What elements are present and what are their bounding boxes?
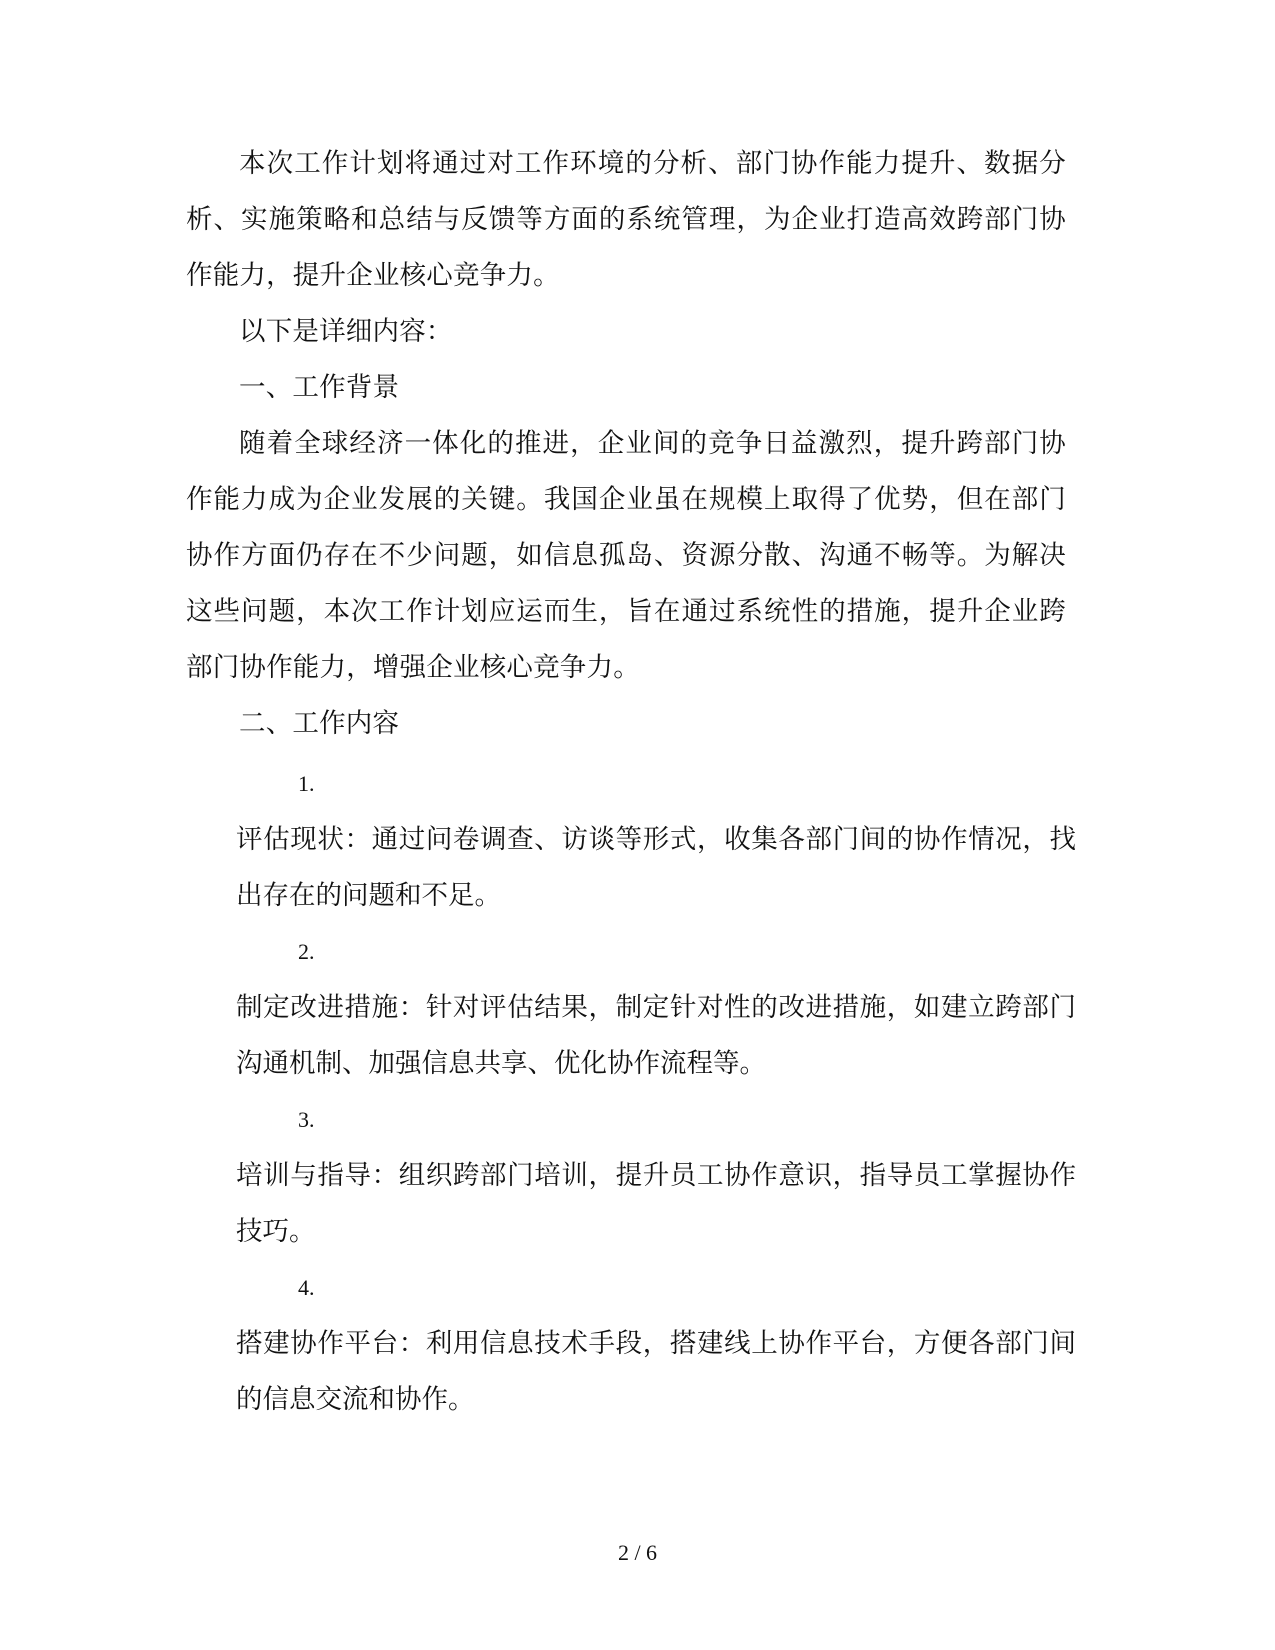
list-item-text: 评估现状：通过问卷调查、访谈等形式，收集各部门间的协作情况，找出存在的问题和不足。	[236, 824, 1076, 911]
page-number: 2 / 6	[617, 1540, 658, 1565]
list-item-number: 2.	[298, 939, 315, 964]
section1-paragraph: 随着全球经济一体化的推进，企业间的竞争日益激烈，提升跨部门协作能力成为企业发展的关键。我国企业虽在规模上取得了优势，但在部门协作方面仍存在不少问题，如信息孤岛、资源分散、沟通不畅等。为解决这些问题，本次工作计划应运而生，旨在通过系统性的措施，提升企业跨部门协作能力，增强企业核心竞争力。	[186, 428, 1066, 683]
list-item-text: 搭建协作平台：利用信息技术手段，搭建线上协作平台，方便各部门间的信息交流和协作。	[236, 1328, 1076, 1415]
list-item-number: 1.	[298, 771, 315, 796]
section2-heading: 二、工作内容	[239, 708, 400, 739]
list-item-text: 培训与指导：组织跨部门培训，提升员工协作意识，指导员工掌握协作技巧。	[236, 1160, 1076, 1247]
list-item	[236, 1260, 1076, 1428]
list-item	[236, 1092, 1076, 1260]
list-item	[236, 924, 1076, 1092]
list-item-number: 3.	[298, 1107, 315, 1132]
work-content-list	[236, 756, 1076, 1428]
list-item-number: 4.	[298, 1275, 315, 1300]
intro-lead: 以下是详细内容：	[239, 316, 453, 347]
intro-paragraph: 本次工作计划将通过对工作环境的分析、部门协作能力提升、数据分析、实施策略和总结与反馈等方面的系统管理，为企业打造高效跨部门协作能力，提升企业核心竞争力。	[186, 148, 1066, 291]
body-text-block	[186, 136, 1066, 752]
list-item	[236, 756, 1076, 924]
section1-heading: 一、工作背景	[239, 372, 400, 403]
list-item-text: 制定改进措施：针对评估结果，制定针对性的改进措施，如建立跨部门沟通机制、加强信息共享、优化协作流程等。	[236, 992, 1076, 1079]
